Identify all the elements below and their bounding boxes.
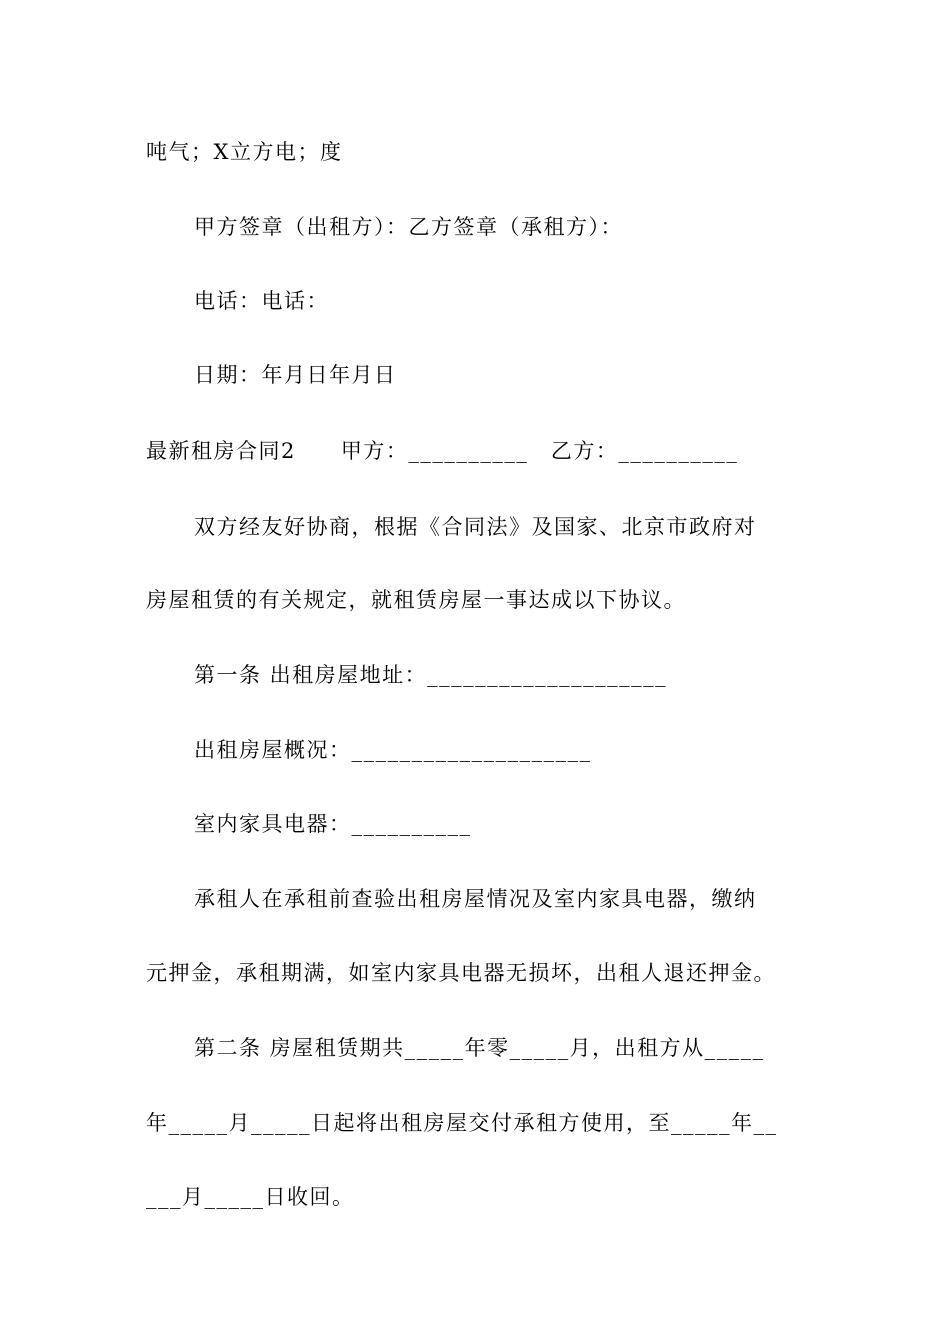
signature-line: 甲方签章（出租方）：乙方签章（承租方）： bbox=[194, 215, 623, 239]
contract-title-parties: 最新租房合同2 甲方：__________ 乙方：__________ bbox=[146, 439, 739, 463]
paragraph-intro-line-2: 房屋租赁的有关规定，就租赁房屋一事达成以下协议。 bbox=[146, 588, 686, 612]
paragraph-intro-line-1: 双方经友好协商，根据《合同法》及国家、北京市政府对 bbox=[194, 515, 757, 539]
phone-line: 电话：电话： bbox=[194, 289, 329, 313]
deposit-paragraph-line-1: 承租人在承租前查验出租房屋情况及室内家具电器，缴纳 bbox=[194, 887, 757, 911]
article-two-line-2: 年_____月_____日起将出租房屋交付承租方使用，至_____年__ bbox=[146, 1111, 778, 1135]
furniture-appliances-line: 室内家具电器：__________ bbox=[194, 812, 472, 836]
utility-reading-line: 吨气；X立方电；度 bbox=[146, 140, 343, 164]
date-line: 日期：年月日年月日 bbox=[194, 363, 397, 387]
article-one-address: 第一条 出租房屋地址：____________________ bbox=[194, 663, 668, 687]
article-two-line-1: 第二条 房屋租赁期共_____年零_____月，出租方从_____ bbox=[194, 1036, 765, 1060]
deposit-paragraph-line-2: 元押金，承租期满，如室内家具电器无损坏，出租人退还押金。 bbox=[146, 961, 776, 985]
house-overview-line: 出租房屋概况：____________________ bbox=[194, 738, 592, 762]
article-two-line-3: ___月_____日收回。 bbox=[146, 1185, 355, 1209]
